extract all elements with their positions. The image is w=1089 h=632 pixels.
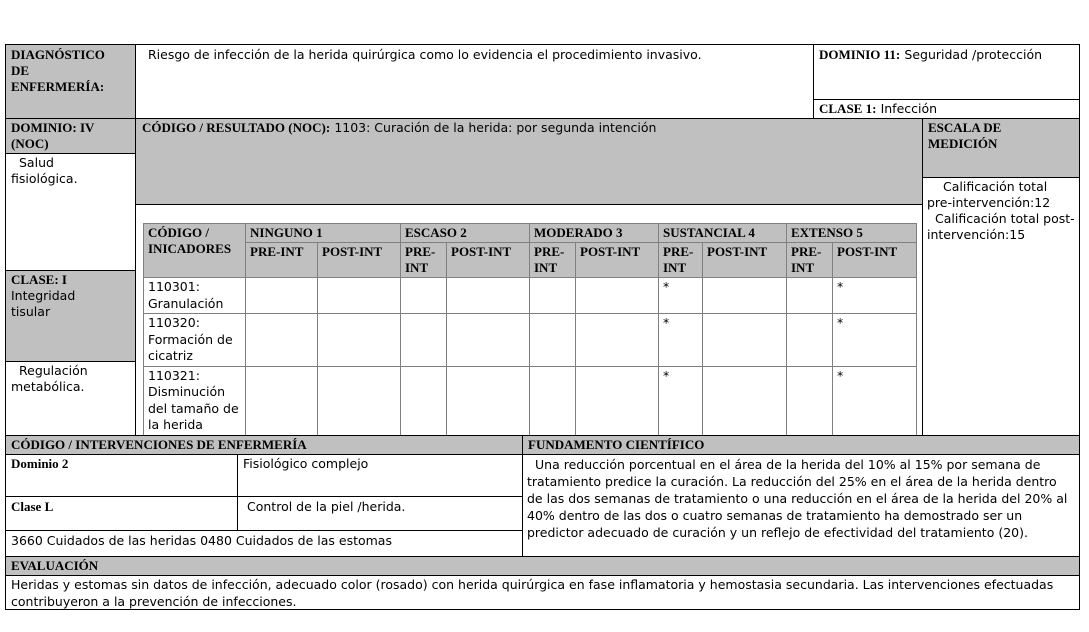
evaluacion-text: Heridas y estomas sin datos de infección, adecuado color (rosado) con herida quirúrgica en fase inflamatoria y hemostasia secundaria. Las intervenciones efectuadas contribuyeron a la prevención de infecciones.: [11, 577, 1054, 609]
calificacion-pre: Calificación total pre-intervención:12: [927, 179, 1051, 210]
noc-dominio-value: Salud fisiológica.: [11, 155, 78, 186]
escala-header-cell: [922, 118, 1080, 178]
clase1-label: CLASE 1:: [819, 101, 877, 116]
indicator-name: 110321: Disminución del tamaño de la herida: [144, 366, 246, 436]
indicator-mark: *: [659, 314, 703, 367]
indicators-subheader-row: [144, 243, 917, 278]
evaluacion-header-cell: [5, 556, 1080, 576]
post-int-header: POST-INT: [833, 243, 917, 278]
indicator-name: 110320: Formación de cicatriz: [144, 314, 246, 367]
indicator-mark: [246, 314, 318, 367]
noc-dominio-value-cell: [5, 153, 136, 271]
escala-label: ESCALA DE MEDICIÓN: [928, 120, 1002, 151]
escala-value-cell: [922, 177, 1080, 436]
indicator-mark: [401, 314, 447, 367]
pre-int-header: PRE-INT: [246, 243, 318, 278]
indicator-row: [144, 366, 917, 436]
indicator-mark: [787, 278, 833, 314]
noc-codigo-value: 1103: Curación de la herida: por segunda intención: [334, 120, 657, 135]
indicators-header-row: [144, 224, 917, 243]
indicator-mark: [703, 314, 787, 367]
post-int-header: POST-INT: [576, 243, 659, 278]
indicator-mark: [318, 314, 401, 367]
interv-clase-label: Clase L: [11, 499, 54, 514]
indicator-mark: [447, 314, 530, 367]
intervenciones-header: CÓDIGO / INTERVENCIONES DE ENFERMERÍA: [11, 437, 307, 452]
noc-clase-label: CLASE: I: [11, 272, 67, 287]
level-header: SUSTANCIAL 4: [659, 224, 787, 243]
dominio11-label: DOMINIO 11:: [819, 47, 901, 62]
noc-dominio-label: DOMINIO: IV (NOC): [11, 120, 95, 151]
noc-clase-value: Integridad tisular: [11, 288, 76, 319]
indicator-mark: [576, 366, 659, 436]
calificacion-post: Calificación total post-intervención:15: [927, 211, 1075, 242]
indicator-row: [144, 278, 917, 314]
clase1-value: Infección: [880, 101, 938, 116]
post-int-header: POST-INT: [447, 243, 530, 278]
indicator-mark: [447, 278, 530, 314]
indicator-mark: *: [833, 366, 917, 436]
indicators-corner-header: CÓDIGO / INICADORES: [144, 224, 246, 278]
indicator-mark: [703, 278, 787, 314]
pre-int-header: PRE- INT: [659, 243, 703, 278]
indicator-mark: [703, 366, 787, 436]
dominio11-value: Seguridad /protección: [904, 47, 1043, 62]
indicator-mark: [246, 366, 318, 436]
noc-codigo-label: CÓDIGO / RESULTADO (NOC):: [142, 120, 331, 135]
noc-codigo-cell: [135, 118, 923, 205]
dominio11-cell: [813, 44, 1080, 100]
indicator-mark: [246, 278, 318, 314]
pre-int-header: PRE- INT: [787, 243, 833, 278]
indicator-name: 110301: Granulación: [144, 278, 246, 314]
pre-int-header: PRE- INT: [401, 243, 447, 278]
evaluacion-header: EVALUACIÓN: [11, 558, 99, 573]
post-int-header: POST-INT: [703, 243, 787, 278]
indicator-mark: [576, 278, 659, 314]
indicator-mark: [530, 278, 576, 314]
noc-dominio-label-cell: [5, 118, 136, 154]
pre-int-header: PRE- INT: [530, 243, 576, 278]
indicator-mark: [318, 278, 401, 314]
clase1-cell: [813, 99, 1080, 119]
indicator-mark: [530, 314, 576, 367]
indicator-mark: [576, 314, 659, 367]
level-header: NINGUNO 1: [246, 224, 401, 243]
fundamento-text-cell: [522, 454, 1080, 557]
fundamento-header-cell: [522, 435, 1080, 455]
indicator-mark: *: [833, 278, 917, 314]
noc-clase-cell: [5, 270, 136, 362]
noc-extra-value: Regulación metabólica.: [11, 363, 88, 394]
diagnostico-label-cell: [5, 44, 136, 119]
interv-clase-label-cell: [5, 496, 238, 531]
indicator-mark: [530, 366, 576, 436]
indicators-table: [143, 223, 917, 437]
indicator-mark: [401, 366, 447, 436]
intervenciones-header-cell: [5, 435, 523, 455]
indicator-row: [144, 314, 917, 367]
post-int-header: POST-INT: [318, 243, 401, 278]
indicator-mark: *: [833, 314, 917, 367]
interv-dominio-value: Fisiológico complejo: [243, 456, 369, 471]
diagnostico-text-cell: [135, 44, 814, 119]
indicator-mark: *: [659, 278, 703, 314]
interv-dominio-value-cell: [237, 454, 523, 497]
diagnostico-text: Riesgo de infección de la herida quirúrgica como lo evidencia el procedimiento invasivo.: [148, 47, 702, 62]
level-header: EXTENSO 5: [787, 224, 917, 243]
indicator-mark: [787, 366, 833, 436]
indicator-mark: [318, 366, 401, 436]
level-header: ESCASO 2: [401, 224, 530, 243]
indicator-mark: [447, 366, 530, 436]
interv-clase-value-cell: [237, 496, 523, 531]
diagnostico-label: DIAGNÓSTICO DE ENFERMERÍA:: [11, 47, 105, 94]
interv-codigos: 3660 Cuidados de las heridas 0480 Cuidados de las estomas: [11, 533, 392, 548]
evaluacion-text-cell: [5, 575, 1080, 610]
indicator-mark: [787, 314, 833, 367]
interv-dominio-label-cell: [5, 454, 238, 497]
fundamento-header: FUNDAMENTO CIENTÍFICO: [528, 437, 705, 452]
interv-dominio-label: Dominio 2: [11, 456, 69, 471]
fundamento-text: Una reducción porcentual en el área de la herida del 10% al 15% por semana de tratamiento predice la curación. La reducción del 25% en el área de la herida dentro de las dos semanas de tratamiento o una reducción en el área de la herida del 20% al 40% dentro de las dos o cuatro semanas de tratamiento ha demostrado ser un predictor adecuado de curación y un reflejo de efectividad del tratamiento (20).: [527, 457, 1068, 540]
level-header: MODERADO 3: [530, 224, 659, 243]
interv-clase-value: Control de la piel /herida.: [247, 499, 406, 514]
noc-extra-cell: [5, 361, 136, 436]
indicator-mark: [401, 278, 447, 314]
interv-codigos-cell: [5, 530, 523, 557]
indicator-mark: *: [659, 366, 703, 436]
